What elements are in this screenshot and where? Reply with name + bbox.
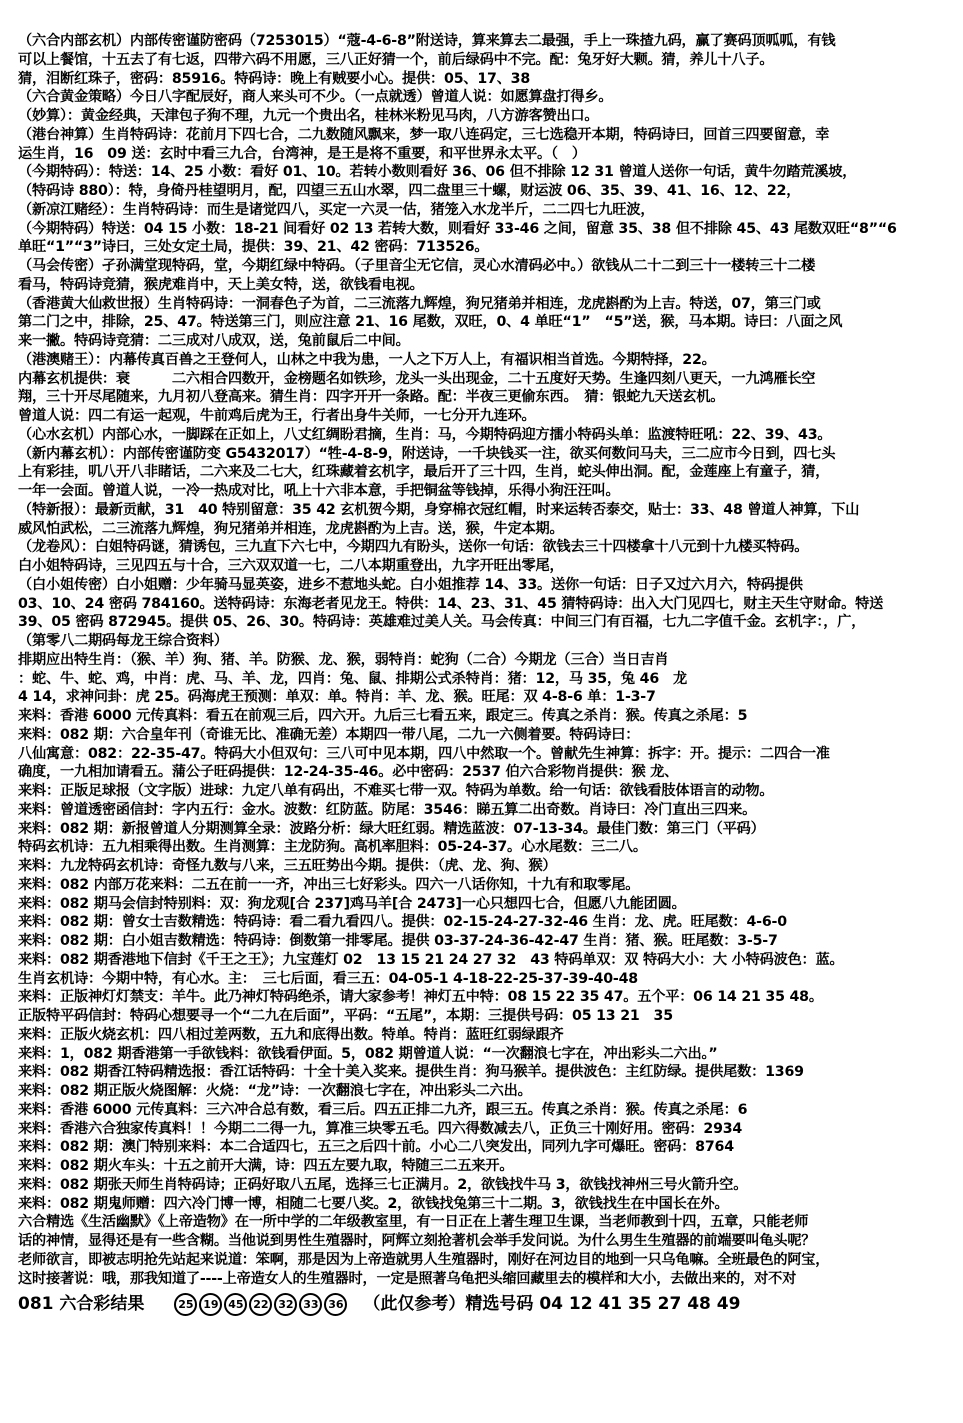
result-ball: 22 [249,1293,272,1316]
text-line: 来料：082 期张天师生肖特码诗；正码好取八五尾，选择三七正满月。2，欲钱找牛马 3，欲钱找神州三号火箭升空。 [18,1176,748,1193]
text-line: 六合精选《生活幽默》《上帝造物》在一所中学的二年级教室里，有一日正在上著生理卫生课，当老师教到十四，五章，只能老师 [18,1214,809,1231]
text-line: 第二门之中，排除，25、47。特送第三门，则应注意 21、16 尾数，双旺，0、4 单旺“1” “5”送，猴，马本期。诗曰：八面之风 [18,314,843,331]
text-line: 内幕玄机提供：衰 二六相合四数开，金榜题名如铁珍，龙头一头出现金，二十五度好天势。生逢四刻八更天，一九鸿雁长空 [18,370,816,387]
text-line: 来料：正版足球报（文字版）进球：九定八单有码出，不难买七带一双。特码为单数。给一句话：欲钱看肢体语言的动物。 [18,783,774,799]
text-line: 39、05 密码 872945。提供 05、26、30。特码诗：英雄难过美人关。马会传真：中间三门有百福，七九二字值千金。玄机字：，广， [18,614,866,631]
text-line: （六合内部玄机）内部传密谨防密码（7253015）“蔻-4-6-8”附送诗，算来算去二最强，手上一珠揸九码，赢了赛码顶呱呱，有钱 [18,33,836,49]
text-line: 一年一会面。曾道人说，一冷一热成对比，吼上十六非本意，手把铜盆等钱掉，乐得小狗汪汪叫。 [18,483,620,499]
text-line: 话的神情，显得还是有一些含糊。当他说到男性生殖器时，阿辉立刻抢著机会举手发问说。为什么男生生殖器的前端要叫龟头呢？ [18,1233,816,1249]
text-line: 曾道人说：四二有运一起观，牛前鸡后虎为王，行者出身牛关师，一七分开九连环。 [18,408,536,424]
text-line: （马会传密）孑孙满堂现特码，堂，今期红绿中特码。（子里音尘无它信，灵心水清码必中。）欲钱从二十二到三十一楼转三十二楼 [18,258,816,274]
text-line: 单旺“1”“3”诗曰，三处女定土局，提供：39、21、42 密码：713526。 [18,239,489,256]
text-line: （今期特码）特送：04 15 小数：18-21 间看好 02 13 若转大数，则看好 33-46 之间，留意 35、38 但不排除 45、43 尾数双旺“8”“6 [18,220,897,237]
text-line: 来料：香港 6000 元传真料：三六冲合总有数，看三后。四五正排二九齐，跟三五。传真之杀肖：猴。传真之杀尾：6 [18,1101,748,1118]
text-line: 4 14，求神问卦：虎 25。码海虎王预测：单双：单。特肖：羊、龙、猴。旺尾：双 4-8-6 单：1-3-7 [18,689,656,706]
text-line: （六合黄金策略）今日八字配辰好，商人来头可不少。（一点就透）曾道人说：如愿算盘打得乡。 [18,89,613,106]
text-line: 来料：香港六合独家传真料！！今期二二得一九，算准三块零五毛。四六得数减去八，正负三十刚好用。密码：2934 [18,1120,743,1137]
text-line: 来料：082 期香江特码精选报：香江话特码：十全十美入奖来。提供生肖：狗马猴羊。提供波色：主红防绿。提供尾数：1369 [18,1064,804,1081]
text-line: 来料：082 期：曾女士吉数精选：特码诗：看二看九看四八。提供：02-15-24-27-32-46 生肖：龙、虎。旺尾数：4-6-0 [18,914,787,931]
result-ball: 45 [224,1293,247,1316]
text-line: 正版特平码信封：特码心想要寻一个“二九在后面”，平码：“五尾”，本期：三提供号码：05 13 21 35 [18,1008,673,1024]
text-line: 来料：香港 6000 元传真料：看五在前观三后，四六开。九后三七看五来，跟定三。传真之杀肖：猴。传真之杀尾：5 [18,708,748,724]
text-line: （心水玄机）内部心水，一脚踩在正如上，八丈红绸盼君摘，生肖：马，今期特码迎方擂小特码头单：监渡特旺吼：22、39、43。 [18,426,832,443]
result-ball: 33 [299,1293,322,1316]
text-line: 生肖玄机诗：今期中特，有心水。主： 三七后面，看三五：04-05-1 4-18-22-25-37-39-40-48 [18,970,638,987]
text-line: 来料：082 期马会信封特别料：双：狗龙观[合 237]鸡马羊[合 2473]一心只想四七合，但愿八九能团圆。 [18,895,686,912]
result-ball: 36 [324,1293,347,1316]
text-line: 威风怕武松，二三流落九辉煌，狗兄猪弟并相连，龙虎斟酌为上吉。送，猴，牛定本期。 [18,520,564,537]
text-line: 这时接著说：哦，那我知道了----上帝造女人的生殖器时，一定是照著乌龟把头缩回藏里去的模样和大小，去做出来的，对不对 [18,1270,797,1287]
text-line: ：蛇、牛、蛇、鸡，中肖：虎、马、羊、龙，四肖：兔、鼠、排期公式杀特肖：猪：12，马 35，兔 46 龙 [18,670,687,687]
text-line: 来料：082 期：六合皇年刊（奇谁无比、准确无差）本期四一带八尾，二九一六侧着要。特码诗曰： [18,726,640,743]
text-line: 来料：082 期：白小姐吉数精选：特码诗：倒数第一排零尾。提供 03-37-24-36-42-47 生肖：猪、猴。旺尾数：3-5-7 [18,933,778,949]
text-line: 看马，特码诗竞猜，猴虎难肖中，天上美女特，送，欲钱看电视。 [18,276,424,293]
text-line: 来料：082 期正版火烧图解：火烧：“龙”诗：一次翻浪七字在，冲出彩头二六出。 [18,1083,532,1099]
text-line: （特新报）：最新贡献，31 40 特别留意：35 42 玄机贺今期，身穿棉衣冠红帽，时来运转否泰交，贴士：33、48 曾道人神算，下山 [18,501,860,518]
results-title: 081 六合彩结果 [18,1294,145,1315]
text-line: 翔，三十开尽尾随来，九月初八登高来。猜生肖：四字开开一条路。配：半夜三更偷东西。 猜：银蛇九天送玄机。 [18,389,725,406]
results-note: （此仅参考）精选号码 04 12 41 35 27 48 49 [363,1294,741,1315]
text-line: （香港黄大仙救世报）生肖特码诗：一洞春色子为首，二三流落九辉煌，狗兄猪弟并相连，龙虎斟酌为上吉。特送，07，第三门或 [18,295,821,312]
text-line: 老师欲言，即被志明抢先站起来说道：笨啊，那是因为上帝造就男人生殖器时，刚好在河边目的地到一只乌龟嘛。全班最色的阿宝， [18,1251,830,1268]
text-line: 运生肖，16 09 送：玄时中看三九合，台湾神，是王是将不重要，和平世界永太平。（ ） [18,145,586,162]
text-line: 来料：1，082 期香港第一手欲钱料：欲钱看伊面。5，082 期曾道人说：“一次翻浪七字在，冲出彩头二六出。” [18,1045,718,1062]
text-line: 来料：082 期鬼师赠：四六冷门博一博，相随二七要八奖。2，欲钱找兔第三十二期。3，欲钱找生在中国长在外。 [18,1195,729,1212]
text-line: 八仙寓意：082：22-35-47。特码大小但双句：三八可中见本期，四八中然取一个。曾献先生神算：拆字：开。提示：二四合一准 [18,745,830,762]
text-line: （第零八二期码每龙王综合资料） [18,633,228,649]
text-line: 确度，一九相加请看五。蒲公子旺码提供：12-24-35-46。必中密码：2537 伯六合彩物肖提供：猴 龙、 [18,764,679,781]
text-line: 来一撇。特码诗竞猜：二三成对八成双，送，兔前鼠后二中间。 [18,333,410,349]
text-line: 来料：082 期：澳门特别来料：本二合适四七，五三之后四十前。小心二八突发出，同列九字可爆旺。密码：8764 [18,1139,734,1156]
text-line: （港澳赌王）：内幕传真百兽之王登何人，山林之中我为患，一人之下万人上，有福识相当首选。今期特择，22。 [18,351,716,368]
text-line: 03、10、24 密码 784160。送特码诗：东海老者见龙王。特供：14、23、31、45 猜特码诗：出入大门见四七，财主天生守财命。特送 [18,595,884,612]
result-ball: 32 [274,1293,297,1316]
text-line: 来料：082 期火车头：十五之前开大满，诗：四五左要九取，特随三二五来开。 [18,1158,514,1174]
article-body [18,32,953,1288]
text-line: （新内幕玄机）：内部传密谨防变 G5432017）“牲-4-8-9，附送诗，一千块钱买一注，欲买何数问马夫，三二应市今日到，四七头 [18,445,836,462]
text-line: 来料：082 期：新报曾道人分期测算全录：波路分析：绿大旺红弱。精选蓝波：07-13-34。最佳门数：第三门（平码） [18,820,765,837]
text-line: 来料：082 期香港地下信封《千王之王》；九宝莲灯 02 13 15 21 24 27 32 43 特码单双：双 特码大小：大 小特码波色：蓝。 [18,951,844,968]
text-line: 排期应出特生肖：（猴、羊）狗、猪、羊。防猴、龙、猴，弱特肖：蛇狗（二合）今期龙（三合）当日吉肖 [18,651,669,668]
results-footer [18,1292,953,1316]
text-line: 可以上餐馆，十五去了有七返，四带六码不用愿，三八正好猜一个，前后绿码中不完。配：兔牙好大颗。猜，养儿十八子。 [18,51,774,68]
text-line: （港台神算）生肖特码诗：花前月下四七合，二九数随风飘来，梦一取八连码定，三七选稳开本期，特码诗曰，回首三四要留意，幸 [18,126,830,143]
result-ball: 25 [174,1293,197,1316]
text-line: （今期特码）：特送：14、25 小数：看好 01、10。若转小数则看好 36、06 但不排除 12 31 曾道人送你一句话，黄牛勿踏荒溪坡， [18,164,857,181]
text-line: （龙卷风）：白姐特码谜，猜诱包，三九直下六七中，今期四九有盼头，送你一句话：欲钱去三十四楼拿十八元到十九楼买特码。 [18,539,809,556]
text-line: 来料：082 内部万花来料：二五在前一一齐，冲出三七好彩头。四六一八话你知，十九有和取零尾。 [18,876,640,893]
text-line: 来料：正版神灯灯禁支：羊牛。此乃神灯特码绝杀，请大家参考！神灯五中特：08 15 22 35 47。五个平：06 14 21 35 48。 [18,989,823,1006]
text-line: 来料：九龙特码玄机诗：奇怪九数与八来，三五旺势出今期。提供：（虎、龙、狗、猴） [18,858,557,874]
text-line: 特码玄机诗：五九相乘得出数。生肖测算：主龙防狗。高机率胆料：05-24-37。心水尾数：三二八。 [18,839,647,856]
text-line: 来料：正版火烧玄机：四八相过差两数，五九和底得出数。特单。特肖：蓝旺红弱绿跟齐 [18,1026,564,1043]
text-line: 上有彩挂，叽八开八非睹话，二六来及二七大，红珠藏着玄机字，最后开了三十四，生肖，蛇头伸出洞。配，金莲座上有童子，猜， [18,464,830,481]
result-balls [174,1293,349,1316]
text-line: （白小姐传密）白小姐赠：少年骑马显英姿，进乡不惹地头蛇。白小姐推荐 14、33。送你一句话：日子又过六月六，特码提供 [18,576,803,593]
text-line: 白小姐特码诗，三见四五与十合，三六双双道一七，二八本期重登出，九字开旺出零尾， [18,558,564,574]
text-line: （妙算）：黄金经典，天津包子狗不理，九元一个贵出名，桂林米粉见马肉，八方游客赞出口。 [18,108,599,124]
text-line: （新凉江赌经）：生肖特码诗：而生是诸觉四八，买定一六灵一估，猪笼入水龙半斤，二二四七九旺波， [18,201,655,218]
text-line: 猜，泪断红珠子，密码：85916。特码诗：晚上有贼要小心。提供：05、17、38 [18,70,531,87]
text-line: （特码诗 880）：特，身倚丹桂望明月，配，四望三五山水翠，四二盘里三十螺，财运波 06、35、39、41、16、12、22， [18,183,801,199]
text-line: 来料：曾道透密函信封：字内五行：金水。波数：红防蓝。防尾：3546：睇五算二出奇数。肖诗曰：冷门直出三四来。 [18,801,757,818]
result-ball: 19 [199,1293,222,1316]
